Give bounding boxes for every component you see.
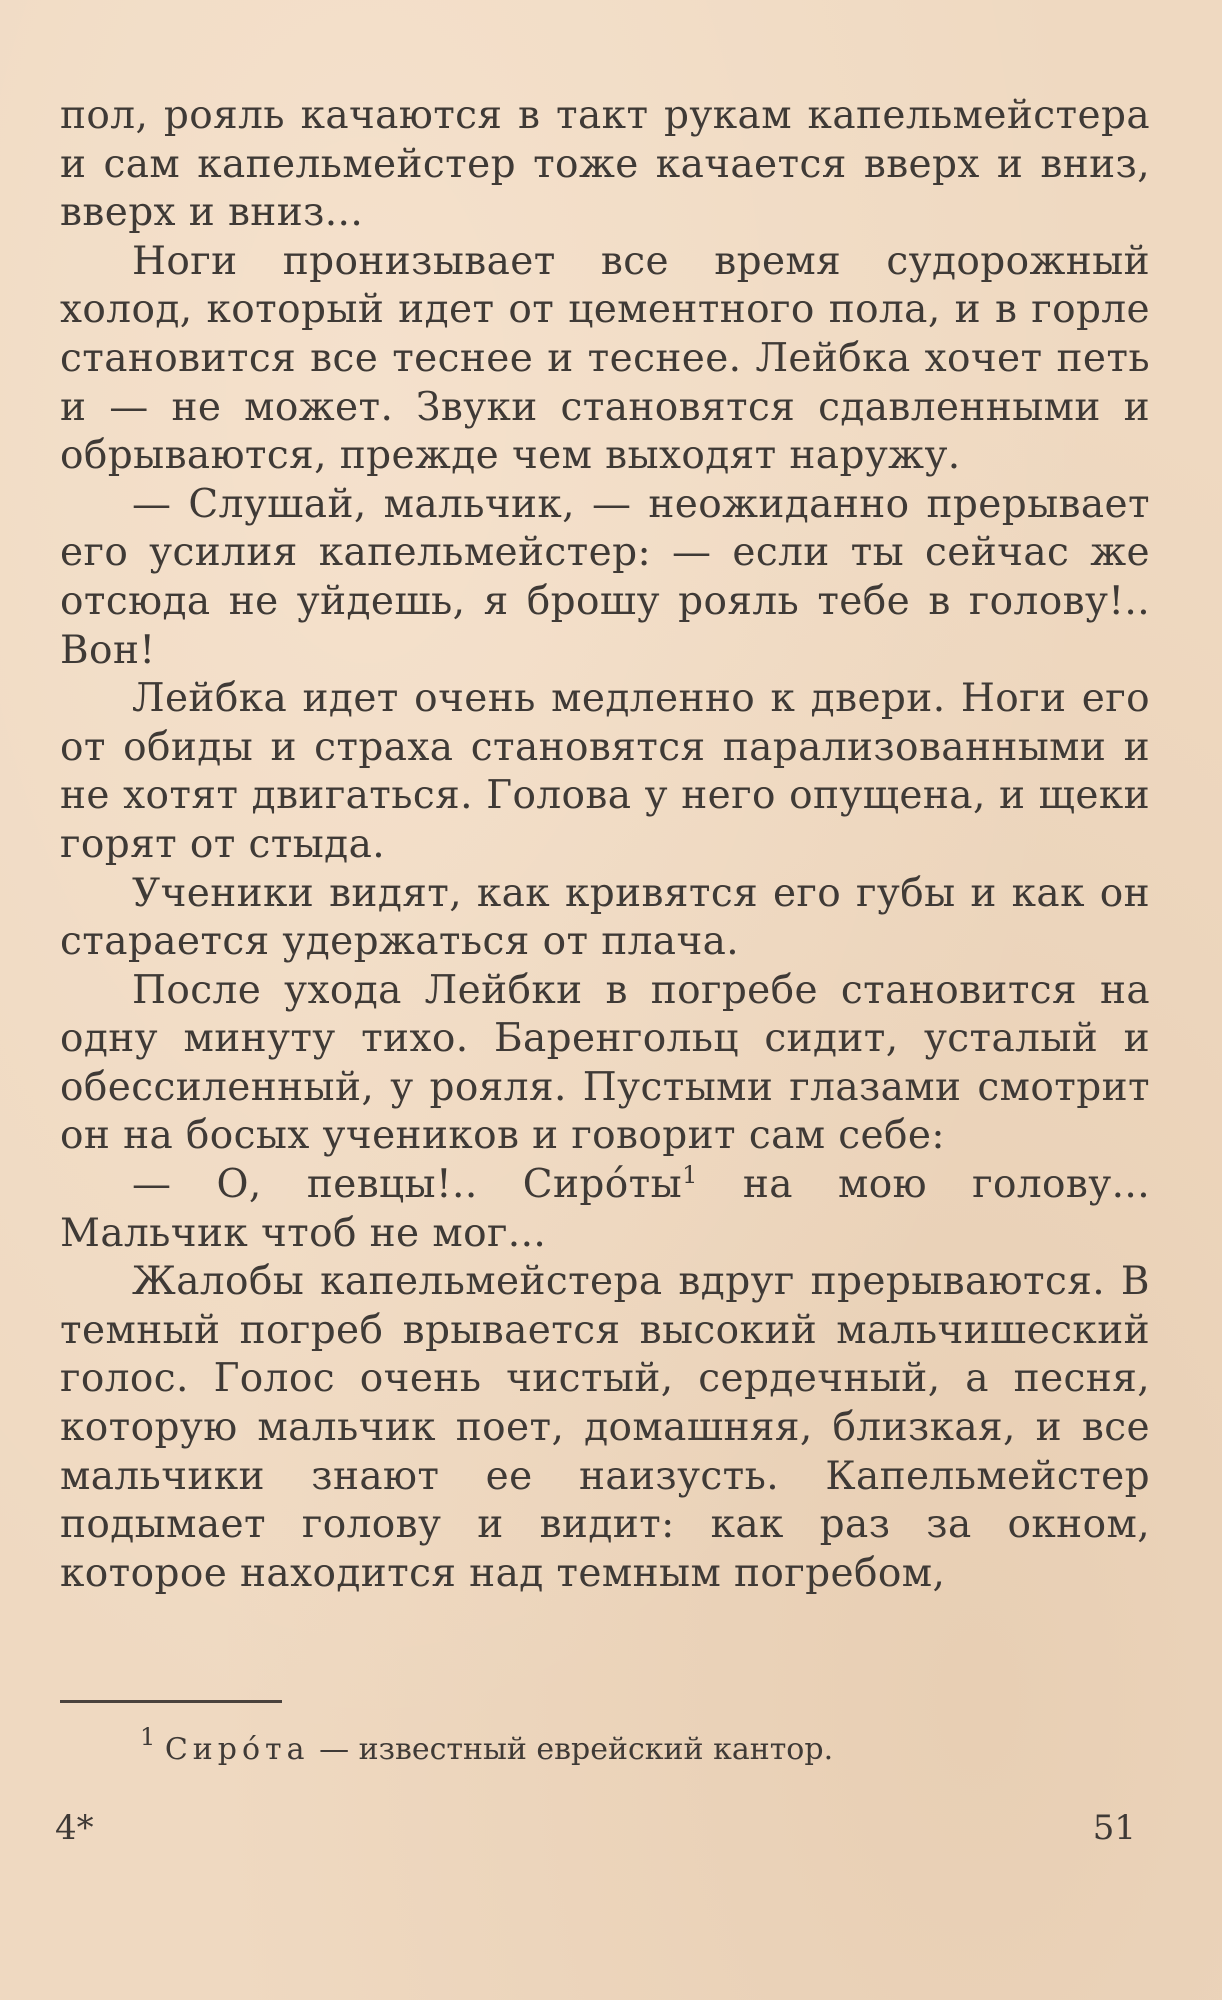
paragraph-8: Жалобы капельмейстера вдруг прерываются. В темный погреб врывается высокий мальчишеский голос. Голос очень чистый, сердечный, а песня, которую мальчик поет, домашняя, близкая, и все мальчики знают ее наизусть. Капельмейстер подымает голову и видит: как раз за окном, которое находится над темным погребом, xyxy=(60,1259,1150,1596)
footnote-term: Сиро́та xyxy=(164,1732,310,1767)
signature-mark: 4* xyxy=(55,1808,94,1848)
paragraph-5: Ученики видят, как кривятся его губы и как он старается удержаться от плача. xyxy=(60,870,1150,965)
footnote-divider xyxy=(60,1700,282,1703)
paragraph-4: Лейбка идет очень медленно к двери. Ноги его от обиды и страха становятся парализованными и не хотят двигаться. Голова у него опущена, и щеки горят от стыда. xyxy=(60,676,1150,867)
footnote-text: — известный еврейский кантор. xyxy=(309,1732,834,1767)
main-text xyxy=(60,92,1150,1598)
quote-after: на мою голову... Мальчик чтоб не мог... xyxy=(60,1162,1150,1256)
paragraph-1: пол, рояль качаются в такт рукам капельмейстера и сам капельмейстер тоже качается вверх и вниз, вверх и вниз... xyxy=(60,93,1150,236)
footnote xyxy=(140,1723,1140,1770)
quote-before: — О, певцы!.. Сиро́ты xyxy=(132,1162,683,1208)
paragraph-6: После ухода Лейбки в погребе становится на одну минуту тихо. Баренгольц сидит, усталый и обессиленный, у рояля. Пустыми глазами смотрит он на босых учеников и говорит сам себе: xyxy=(60,967,1150,1159)
paragraph-7-quote xyxy=(60,1161,1150,1258)
footnote-marker: 1 xyxy=(140,1723,156,1751)
paragraph-3: — Слушай, мальчик, — неожиданно прерывает его усилия капельмейстер: — если ты сейчас же отсюда не уйдешь, я брошу рояль тебе в голову!.. Вон! xyxy=(60,481,1150,673)
paragraph-2: Ноги пронизывает все время судорожный холод, который идет от цементного пола, и в горле становится все теснее и теснее. Лейбка хочет петь и — не может. Звуки становятся сдавленными и обрываются, прежде чем выходят наружу. xyxy=(60,238,1150,479)
page-number: 51 xyxy=(1092,1808,1136,1848)
footnote-reference[interactable]: 1 xyxy=(682,1161,698,1190)
